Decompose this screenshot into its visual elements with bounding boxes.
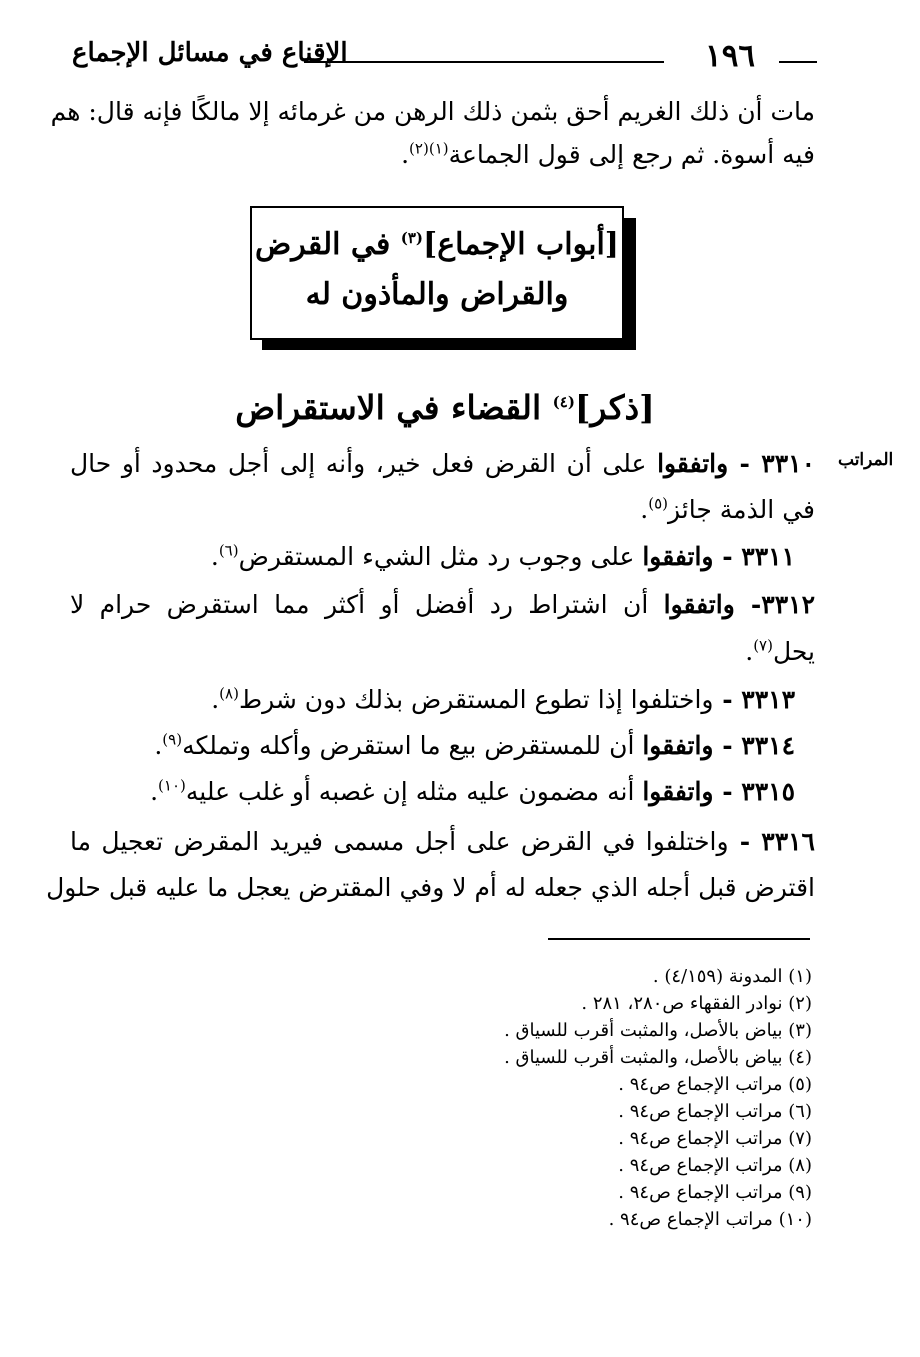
footnote: (٣) بياض بالأصل، والمثبت أقرب للسياق . [504,1020,812,1041]
footnote-ref: (٧) [753,636,773,655]
footnote-ref: (١٠) [158,776,186,795]
section-title-rest: القضاء في الاستقراض [235,388,553,427]
footnote-ref: (٩) [162,730,183,749]
footnote-ref: (١)(٢) [409,139,449,158]
item-3314 [70,726,815,766]
intro-line-1: مات أن ذلك الغريم أحق بثمن ذلك الرهن من غرمائه إلا مالكًا فإنه قال: هم [50,97,815,126]
footnote: (٧) مراتب الإجماع ص٩٤ . [618,1128,812,1149]
margin-note: المراتب [838,450,894,470]
period: . [154,731,163,760]
item-text: أنه مضمون عليه مثله إن غصبه أو غلب عليه [185,777,643,806]
chapter-title-line-2: والقراض والمأذون له [305,277,569,312]
item-3311 [70,537,815,577]
section-title-bracket: [ذكر] [574,388,655,427]
page-number: ١٩٦ [705,38,755,74]
item-3313 [70,680,815,720]
footnote: (٢) نوادر الفقهاء ص٢٨٠، ٢٨١ . [581,993,812,1014]
footnote-ref: (٨) [219,684,239,703]
chapter-title-bracket: [أبواب الإجماع] [423,227,619,262]
period: . [745,637,754,666]
period: . [640,495,649,524]
item-3310 [70,444,815,484]
footnote: (١) المدونة (٤/١٥٩) . [652,966,812,987]
header-rule-right [779,61,817,63]
footnote: (٦) مراتب الإجماع ص٩٤ . [618,1101,812,1122]
item-lead: واتفقوا [663,590,735,619]
item-text: اقترض قبل أجله الذي جعله له أم لا وفي المقترض يعجل ما عليه قبل حلول [46,873,815,902]
item-text: واختلفوا إذا تطوع المستقرض بذلك دون شرط [238,685,714,714]
item-number: ٣٣١٢- [734,590,815,619]
item-number: ٣٣١١ - [713,542,795,571]
item-text: أن اشتراط رد أفضل أو أكثر مما استقرض حرام لا [70,590,664,619]
footnote: (٤) بياض بالأصل، والمثبت أقرب للسياق . [504,1047,812,1068]
footnotes [312,963,812,1233]
item-text: أن للمستقرض بيع ما استقرض وأكله وتملكه [182,731,643,760]
item-number: ٣٣١٥ - [713,777,795,806]
item-text: على وجوب رد مثل الشيء المستقرض [238,542,643,571]
chapter-title-box [250,206,624,340]
footnote: (٩) مراتب الإجماع ص٩٤ . [618,1182,812,1203]
item-number: ٣٣١٦ - [728,827,815,856]
item-text: على أن القرض فعل خير، وأنه إلى أجل محدود أو حال [70,449,658,478]
footnote: (٥) مراتب الإجماع ص٩٤ . [618,1074,812,1095]
item-lead: واتفقوا [642,777,714,806]
period: . [150,777,159,806]
period: . [211,685,220,714]
footnote-ref: (٣) [400,229,424,247]
period: . [401,140,410,169]
item-3315 [70,772,815,812]
chapter-title-line-1 [252,220,622,270]
footnote: (٨) مراتب الإجماع ص٩٤ . [618,1155,812,1176]
period: . [210,542,219,571]
footnote: (١٠) مراتب الإجماع ص٩٤ . [608,1209,812,1230]
item-lead: واتفقوا [642,731,714,760]
header-rule-middle [304,61,664,63]
item-text: يحل [772,637,815,666]
item-text: في الذمة جائز [668,495,815,524]
item-lead: واتفقوا [657,449,729,478]
footnote-separator [548,938,810,940]
item-lead: واتفقوا [642,542,714,571]
item-number: ٣٣١٠ - [728,449,815,478]
footnote-ref: (٥) [648,494,668,513]
book-title: الإقناع في مسائل الإجماع [72,38,348,68]
footnote-ref: (٤) [552,393,575,411]
intro-line-2-text: فيه أسوة. ثم رجع إلى قول الجماعة [448,140,815,169]
item-3312-cont [70,632,815,672]
footnote-ref: (٦) [218,541,239,560]
item-3312 [70,585,815,625]
item-3310-cont [70,490,815,530]
item-number: ٣٣١٣ - [713,685,795,714]
section-title [230,388,660,427]
item-3316 [70,822,815,862]
running-header [72,32,817,92]
chapter-title-rest: في القرض [255,227,401,262]
intro-line-2 [70,135,815,175]
item-text: واختلفوا في القرض على أجل مسمى فيريد المقرض تعجيل ما [70,827,729,856]
item-number: ٣٣١٤ - [713,731,795,760]
item-3316-cont [46,868,815,908]
